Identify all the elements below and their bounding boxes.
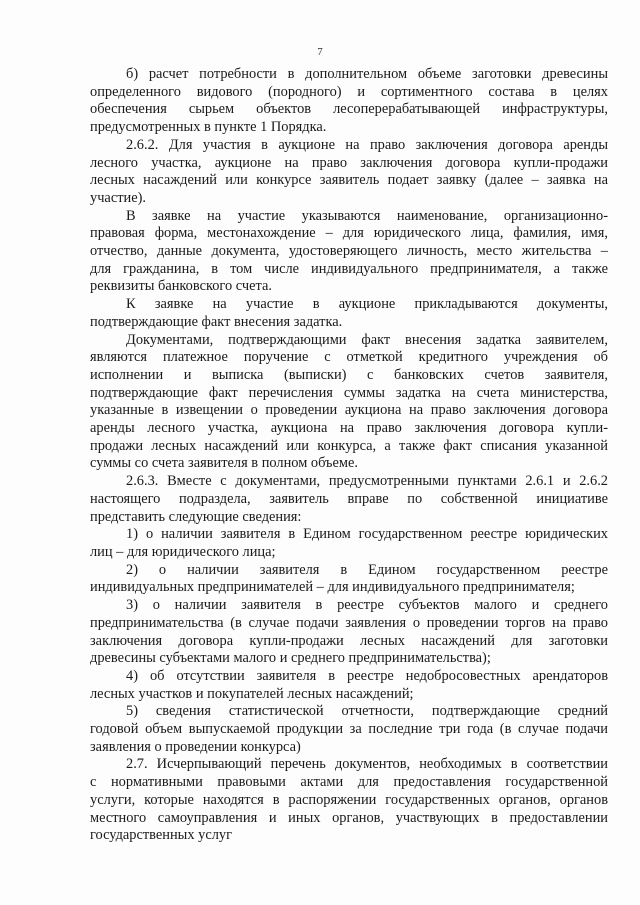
text-line: б) расчет потребности в дополнительном объеме заготовки древесины [126,66,608,82]
paragraph [90,137,608,208]
text-line: 2) о наличии заявителя в Едином государственном реестре [126,561,608,578]
text-line: указанные в извещении о проведении аукциона на право заключения договора [90,402,608,419]
text-line: продажи лесных насаждений или конкурса, а также факт списания указанной [90,437,608,454]
text-line: 4) об отсутствии заявителя в реестре недобросовестных арендаторов [126,667,608,684]
text-line: услуги, которые находятся в распоряжении государственных органов, органов [90,791,608,808]
text-line: индивидуальных предпринимателей – для индивидуального предпринимателя; [90,579,575,596]
paragraph [90,208,608,297]
text-line: 5) сведения статистической отчетности, подтверждающие средний [126,703,608,720]
text-line: отчество, данные документа, удостоверяющего личность, место жительства – [90,243,608,260]
paragraph [90,756,608,845]
paragraph [90,562,608,597]
text-line: настоящего подраздела, заявитель вправе по собственной инициативе [90,490,608,507]
text-line: государственных услуг [90,827,232,844]
text-line: 3) о наличии заявителя в реестре субъектов малого и среднего [126,597,608,614]
paragraph [90,473,608,526]
document-body [90,66,608,845]
text-line: подтверждающие факт внесения задатка. [90,313,343,330]
text-line: участие). [90,189,146,206]
text-line: древесины субъектами малого и среднего предпринимательства); [90,650,491,667]
text-line: реквизиты банковского счета. [90,278,272,295]
text-line: К заявке на участие в аукционе прикладываются документы, [126,296,608,313]
paragraph [90,703,608,756]
text-line: представить следующие сведения: [90,508,302,525]
paragraph [90,597,608,668]
page-number: 7 [317,46,323,58]
text-line: Документами, подтверждающими факт внесения задатка заявителем, [126,331,608,348]
text-line: заключения договора купли-продажи лесных насаждений для заготовки [90,632,608,649]
text-line: правовая форма, местонахождение – для юридического лица, фамилия, имя, [90,225,608,242]
text-line: с нормативными правовыми актами для предоставления государственной [90,774,608,791]
text-line: 1) о наличии заявителя в Едином государственном реестре юридических [126,526,608,543]
text-line: являются платежное поручение с отметкой кредитного учреждения об [90,349,608,366]
text-line: лесных насаждений или конкурсе заявитель подает заявку (далее – заявка на [90,172,608,189]
text-line: для гражданина, в том числе индивидуального предпринимателя, а также [90,260,608,277]
paragraph [90,526,608,561]
text-line: В заявке на участие указываются наименование, организационно- [126,207,608,224]
text-line: заявления о проведении конкурса) [90,738,301,755]
text-line: предусмотренных в пункте 1 Порядка. [90,119,327,136]
paragraph [90,668,608,703]
text-line: аренды лесного участка, аукциона на право заключения договора купли- [90,420,608,437]
paragraph [90,66,608,137]
text-line: предпринимательства (в случае подачи заявления о проведении торгов на право [90,614,608,631]
text-line: 2.7. Исчерпывающий перечень документов, необходимых в соответствии [126,756,608,773]
text-line: лесного участка, аукционе на право заключения договора купли-продажи [90,154,608,171]
text-line: местного самоуправления и иных органов, участвующих в предоставлении [90,809,608,826]
text-line: 2.6.3. Вместе с документами, предусмотренными пунктами 2.6.1 и 2.6.2 [126,473,608,490]
text-line: подтверждающие факт перечисления суммы задатка на счета министерства, [90,384,608,401]
text-line: лиц – для юридического лица; [90,543,276,560]
text-line: суммы со счета заявителя в полном объеме. [90,455,358,472]
text-line: исполнении и выписка (выписки) с банковских счетов заявителя, [90,366,608,383]
paragraph [90,332,608,474]
text-line: лесных участков и покупателей лесных насаждений; [90,685,414,702]
paragraph [90,296,608,331]
text-line: 2.6.2. Для участия в аукционе на право заключения договора аренды [126,136,608,153]
text-line: обеспечения сырьем объектов лесоперерабатывающей инфраструктуры, [90,101,608,118]
text-line: годовой объем выпускаемой продукции за последние три года (в случае подачи [90,721,608,738]
text-line: определенного видового (породного) и сортиментного состава в целях [90,83,608,100]
